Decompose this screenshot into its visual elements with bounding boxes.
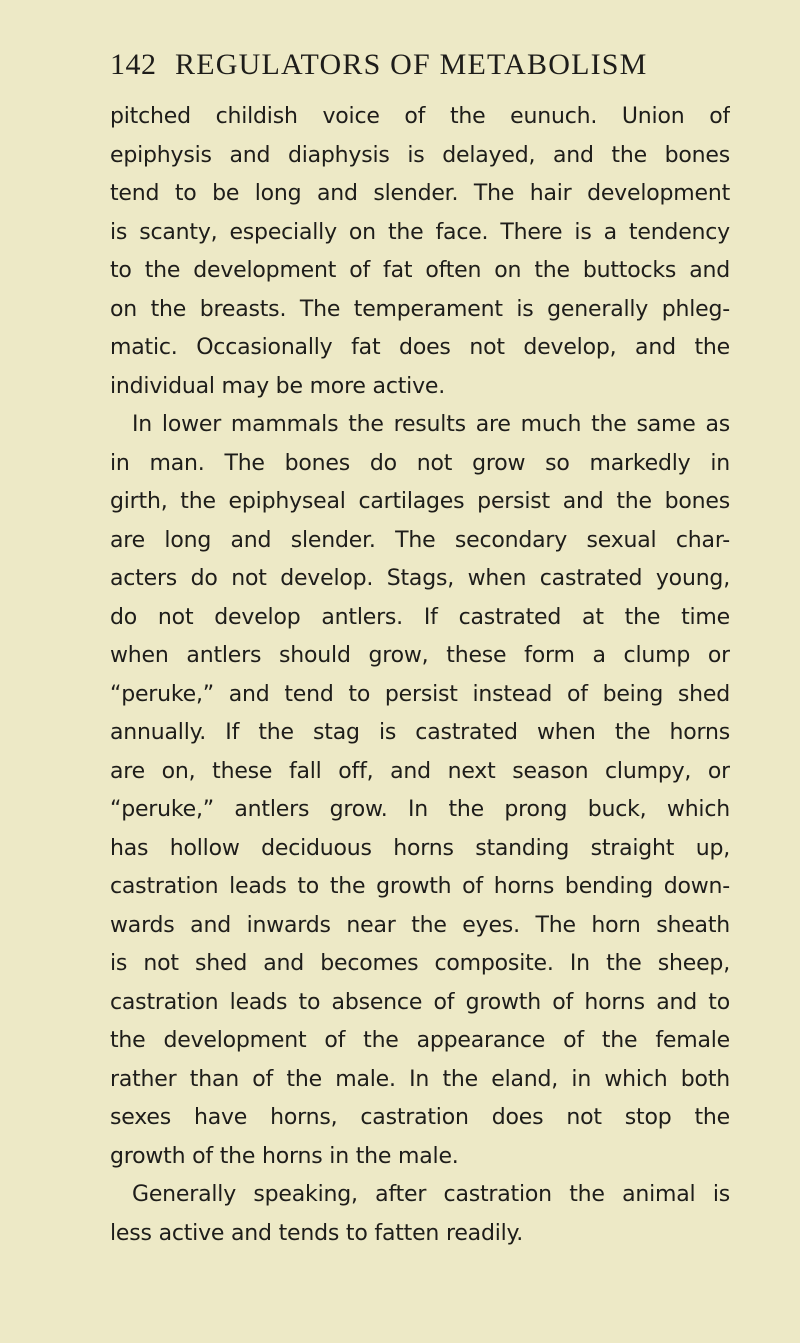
text-line: are on, these fall off, and next season clumpy, or [110,758,730,784]
text-line: castration leads to the growth of horns bending down- [110,874,730,899]
book-page [110,40,730,1253]
text-line: castration leads to absence of growth of horns and to [110,989,730,1015]
text-line: acters do not develop. Stags, when castrated young, [110,566,730,591]
text-line: “peruke,” antlers grow. In the prong buck, which [110,797,730,822]
text-line: rather than of the male. In the eland, in which both [110,1066,730,1092]
text-line: is scanty, especially on the face. There is a tendency [110,219,730,245]
text-line: sexes have horns, castration does not stop the [110,1105,730,1130]
text-line: “peruke,” and tend to persist instead of being shed [110,681,730,707]
text-line: in man. The bones do not grow so markedly in [110,450,730,476]
running-title: REGULATORS OF METABOLISM [175,48,648,81]
text-line: do not develop antlers. If castrated at the time [110,604,730,630]
text-line: annually. If the stag is castrated when the horns [110,720,730,745]
text-line: wards and inwards near the eyes. The horn sheath [110,912,730,938]
body-text [110,98,730,1253]
text-line: has hollow deciduous horns standing straight up, [110,835,730,861]
paragraph-3 [110,1176,730,1253]
text-line: are long and slender. The secondary sexual char- [110,527,730,553]
text-line: pitched childish voice of the eunuch. Union of [110,104,730,129]
text-line: tend to be long and slender. The hair development [110,181,730,206]
paragraph-2 [110,406,730,1176]
text-line: when antlers should grow, these form a clump or [110,643,730,668]
text-line: girth, the epiphyseal cartilages persist and the bones [110,489,730,514]
text-line: growth of the horns in the male. [110,1143,459,1169]
text-line: Generally speaking, after castration the animal is [132,1182,730,1207]
paragraph-1 [110,98,730,406]
text-line: the development of the appearance of the female [110,1028,730,1053]
text-line: individual may be more active. [110,373,446,399]
running-head [110,40,730,98]
text-line: In lower mammals the results are much the same as [132,412,730,437]
text-line: is not shed and becomes composite. In the sheep, [110,951,730,976]
text-line: matic. Occasionally fat does not develop, and the [110,335,730,360]
text-line: epiphysis and diaphysis is delayed, and the bones [110,142,730,168]
page-number: 142 [110,48,157,81]
text-line: to the development of fat often on the buttocks and [110,258,730,283]
text-line: on the breasts. The temperament is generally phleg- [110,296,730,322]
text-line: less active and tends to fatten readily. [110,1220,524,1246]
